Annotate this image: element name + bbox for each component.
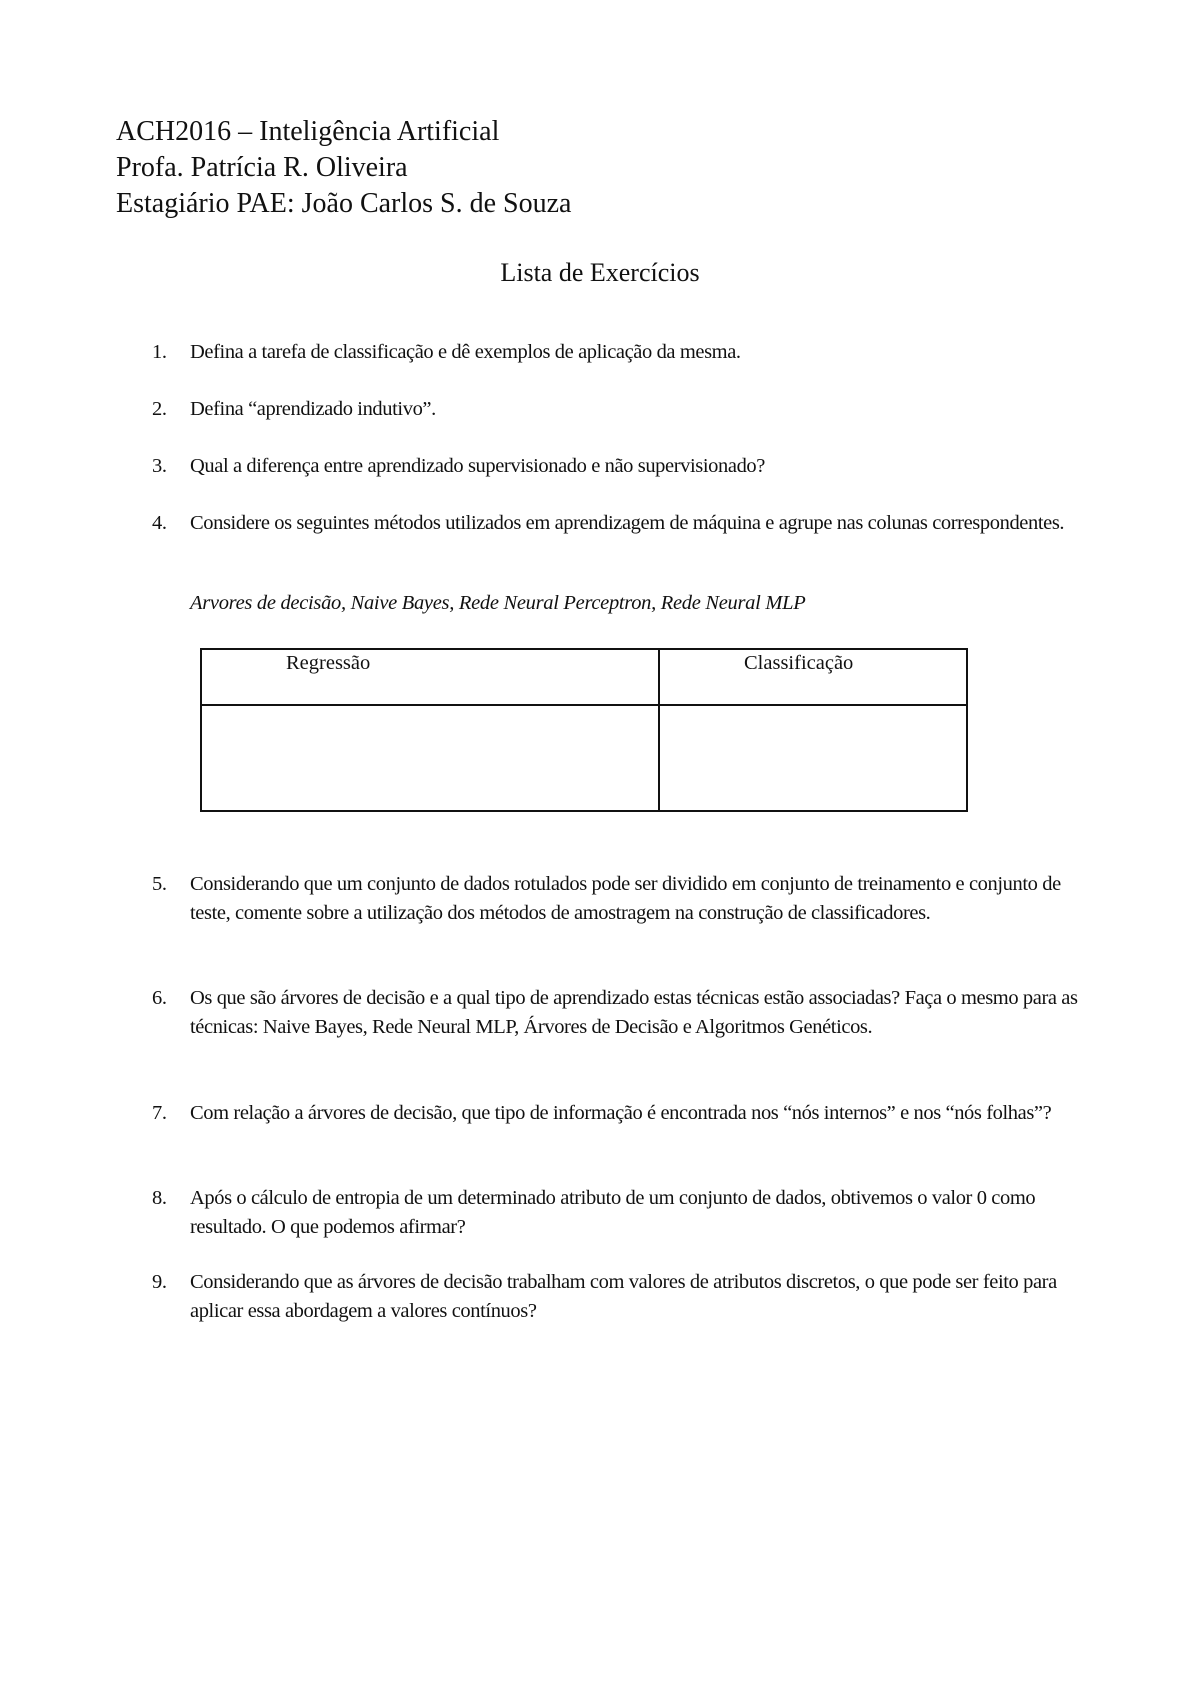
document-header: [116, 114, 571, 222]
classification-table: [200, 648, 968, 812]
question-9: [152, 1268, 1082, 1326]
header-regressao: Regressão: [201, 649, 659, 705]
question-number: 5.: [152, 873, 167, 895]
question-number: 3.: [152, 455, 167, 477]
question-number: 6.: [152, 987, 167, 1009]
question-text: Qual a diferença entre aprendizado supervisionado e não supervisionado?: [190, 455, 765, 477]
question-7: [152, 1099, 1082, 1128]
assistant-name: Estagiário PAE: João Carlos S. de Souza: [116, 188, 572, 219]
table-cell-classificacao: [659, 705, 967, 811]
question-number: 8.: [152, 1187, 167, 1209]
question-number: 1.: [152, 341, 167, 363]
table-cell-regressao: [201, 705, 659, 811]
question-number: 7.: [152, 1102, 167, 1124]
header-classificacao: Classificação: [659, 649, 967, 705]
question-text: Considerando que as árvores de decisão trabalham com valores de atributos discretos, o que pode ser feito para aplicar essa abordagem a valores contínuos?: [190, 1271, 1057, 1322]
question-text: Após o cálculo de entropia de um determinado atributo de um conjunto de dados, obtivemos o valor 0 como resultado. O que podemos afirmar?: [190, 1187, 1036, 1238]
table-row: [201, 705, 967, 811]
page-title: Lista de Exercícios: [500, 258, 700, 287]
question-text: Com relação a árvores de decisão, que tipo de informação é encontrada nos “nós internos” e nos “nós folhas”?: [190, 1102, 1052, 1124]
methods-list: Arvores de decisão, Naive Bayes, Rede Neural Perceptron, Rede Neural MLP: [190, 592, 806, 614]
question-text: Defina “aprendizado indutivo”.: [190, 398, 436, 420]
question-number: 9.: [152, 1271, 167, 1293]
question-6: [152, 984, 1082, 1042]
professor-name: Profa. Patrícia R. Oliveira: [116, 152, 408, 183]
question-text: Os que são árvores de decisão e a qual tipo de aprendizado estas técnicas estão associadas? Faça o mesmo para as técnicas: Naive Bayes, Rede Neural MLP, Árvores de Decisão e Algoritmos Genéticos.: [190, 987, 1078, 1038]
question-text: Considerando que um conjunto de dados rotulados pode ser dividido em conjunto de treinamento e conjunto de teste, comente sobre a utilização dos métodos de amostragem na construção de classificadores.: [190, 873, 1061, 924]
question-2: [152, 395, 1082, 424]
question-8: [152, 1184, 1082, 1242]
question-text: Defina a tarefa de classificação e dê exemplos de aplicação da mesma.: [190, 341, 741, 363]
table-header-row: [201, 649, 967, 705]
question-number: 4.: [152, 512, 167, 534]
course-title: ACH2016 – Inteligência Artificial: [116, 116, 500, 147]
question-4: [152, 509, 1082, 538]
question-3: [152, 452, 1082, 481]
question-number: 2.: [152, 398, 167, 420]
question-5: [152, 870, 1082, 928]
question-text: Considere os seguintes métodos utilizados em aprendizagem de máquina e agrupe nas colunas correspondentes.: [190, 512, 1065, 534]
question-1: [152, 338, 1082, 367]
